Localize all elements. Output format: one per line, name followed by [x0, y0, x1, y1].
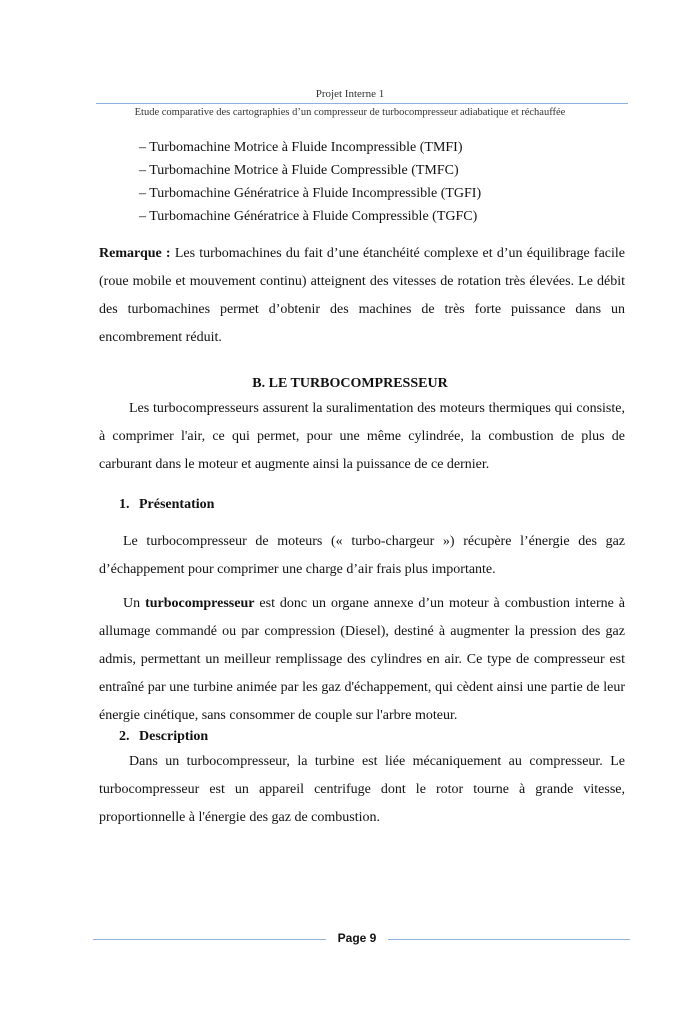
section-title: B. LE TURBOCOMPRESSEUR — [252, 376, 448, 391]
footer-divider-right — [388, 939, 630, 940]
remarque-paragraph — [99, 240, 625, 352]
footer-divider-left — [93, 939, 326, 940]
presentation-number: 1. — [119, 497, 130, 512]
presentation-paragraph-2 — [99, 590, 625, 730]
description-number: 2. — [119, 729, 130, 744]
page-number: Page 9 — [337, 931, 377, 945]
header-divider — [96, 103, 628, 104]
presentation-title: Présentation — [139, 497, 215, 512]
list-item: – Turbomachine Motrice à Fluide Compressible (TMFC) — [139, 163, 459, 178]
list-item: – Turbomachine Génératrice à Fluide Incompressible (TGFI) — [139, 186, 482, 201]
presentation-heading — [119, 497, 214, 513]
list-item: – Turbomachine Motrice à Fluide Incompressible (TMFI) — [139, 140, 463, 155]
section-intro: Les turbocompresseurs assurent la suralimentation des moteurs thermiques qui consiste, à comprimer l'air, ce qui permet, pour une même cylindrée, la combustion de plus de carburant dans le moteur et augmente ainsi la puissance de ce dernier. — [99, 401, 625, 472]
description-heading — [119, 729, 208, 745]
header-subtitle: Etude comparative des cartographies d’un compresseur de turbocompresseur adiabatique et réchauffée — [134, 107, 566, 118]
remarque-label: Remarque : — [99, 246, 171, 261]
header-title: Projet Interne 1 — [315, 88, 385, 100]
list-item: – Turbomachine Génératrice à Fluide Compressible (TGFC) — [139, 209, 478, 224]
description-paragraph: Dans un turbocompresseur, la turbine est liée mécaniquement au compresseur. Le turbocompresseur est un appareil centrifuge dont le rotor tourne à grande vitesse, proportionnelle à l'énergie des gaz de combustion. — [99, 754, 625, 825]
presentation-para2-start: Un — [123, 596, 146, 611]
description-title: Description — [139, 729, 209, 744]
presentation-paragraph-1: Le turbocompresseur de moteurs (« turbo-chargeur ») récupère l’énergie des gaz d’échappement pour comprimer une charge d’air frais plus importante. — [99, 534, 625, 577]
turbomachine-list — [139, 136, 619, 228]
turbocompresseur-term: turbocompresseur — [145, 596, 255, 611]
presentation-para2-rest: est donc un organe annexe d’un moteur à combustion interne à allumage commandé ou par compression (Diesel), destiné à augmenter la pression des gaz admis, permettant un meilleur remplissage des cylindres en air. Ce type de compresseur est entraîné par une turbine animée par les gaz d'échappement, qui cèdent ainsi une partie de leur énergie cinétique, sans consommer de couple sur l'arbre moteur. — [99, 596, 625, 723]
remarque-text: Les turbomachines du fait d’une étanchéité complexe et d’un équilibrage facile (roue mobile et mouvement continu) atteignent des vitesses de rotation très élevées. Le débit des turbomachines permet d’obtenir des machines de très forte puissance dans un encombrement réduit. — [99, 246, 625, 345]
